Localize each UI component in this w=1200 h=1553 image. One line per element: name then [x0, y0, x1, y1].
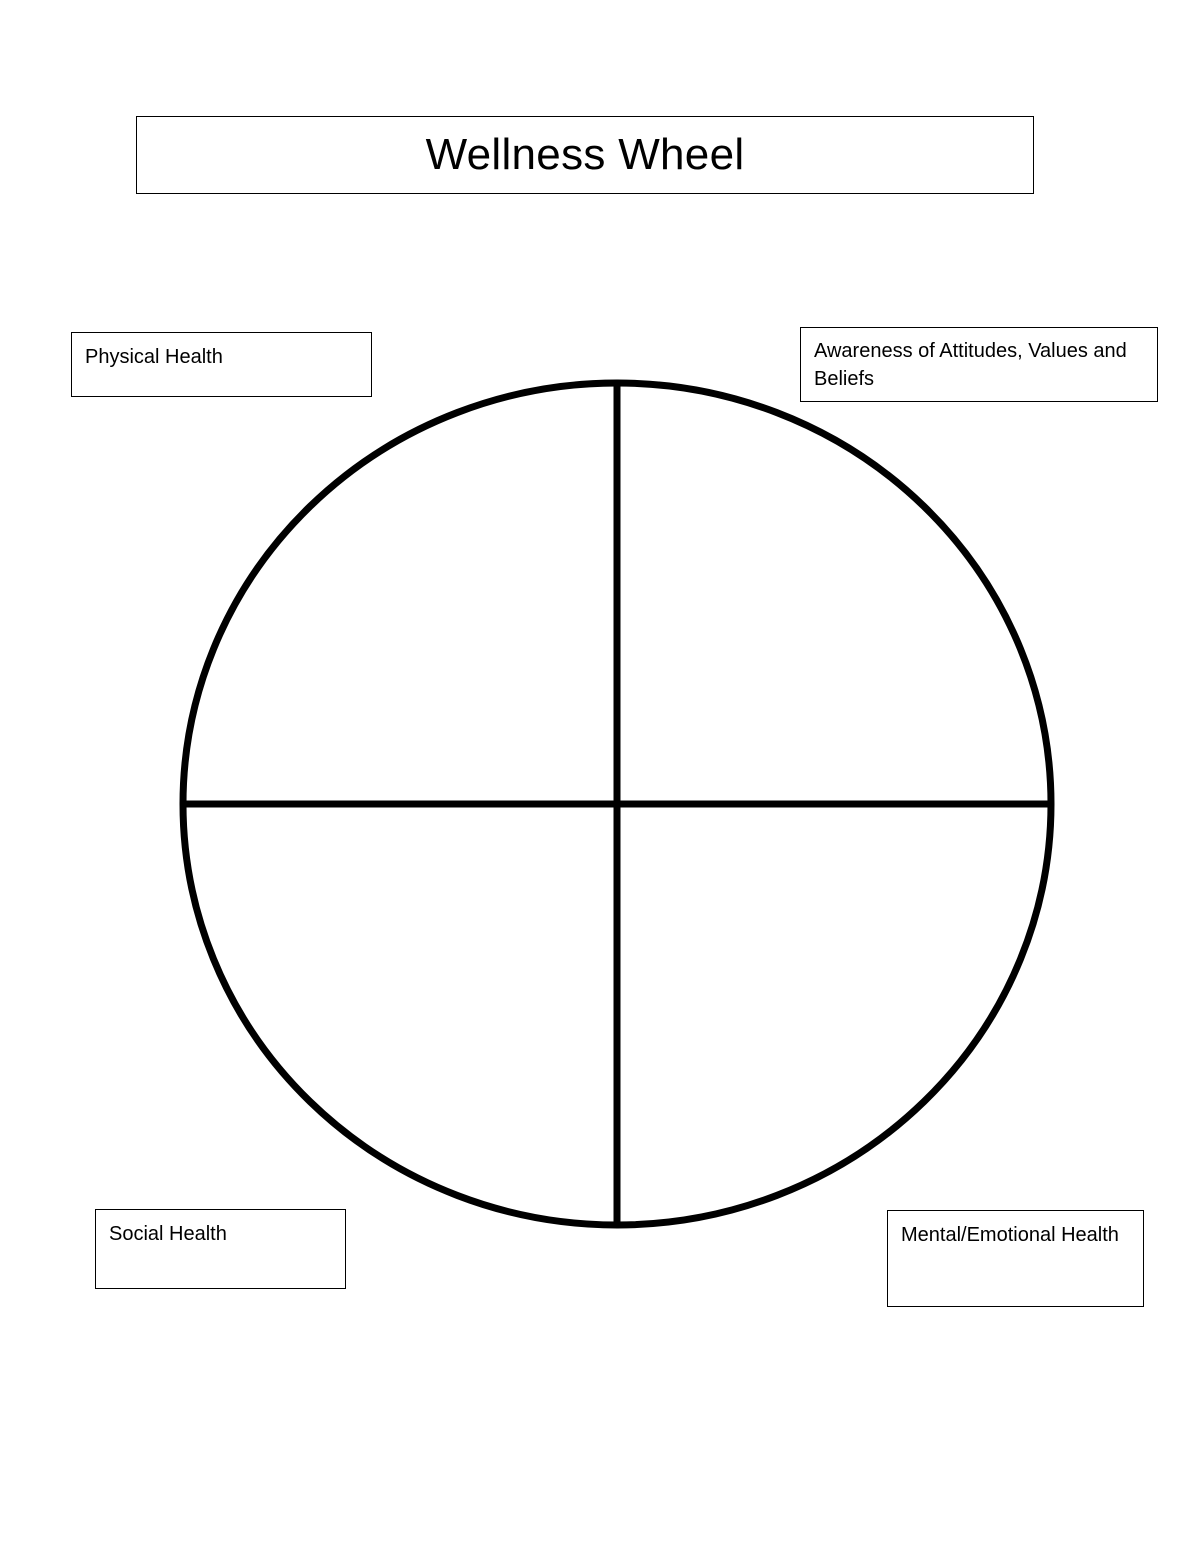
- physical-health-label-box: [71, 332, 372, 397]
- awareness-label: Awareness of Attitudes, Values and Beliefs: [814, 340, 1127, 390]
- page-title: Wellness Wheel: [425, 130, 745, 179]
- mental-emotional-health-label-box: [887, 1210, 1144, 1307]
- awareness-label-box: [800, 327, 1158, 402]
- mental-emotional-health-label: Mental/Emotional Health: [901, 1224, 1119, 1246]
- physical-health-label: Physical Health: [85, 346, 223, 368]
- social-health-label-box: [95, 1209, 346, 1289]
- social-health-label: Social Health: [109, 1223, 227, 1245]
